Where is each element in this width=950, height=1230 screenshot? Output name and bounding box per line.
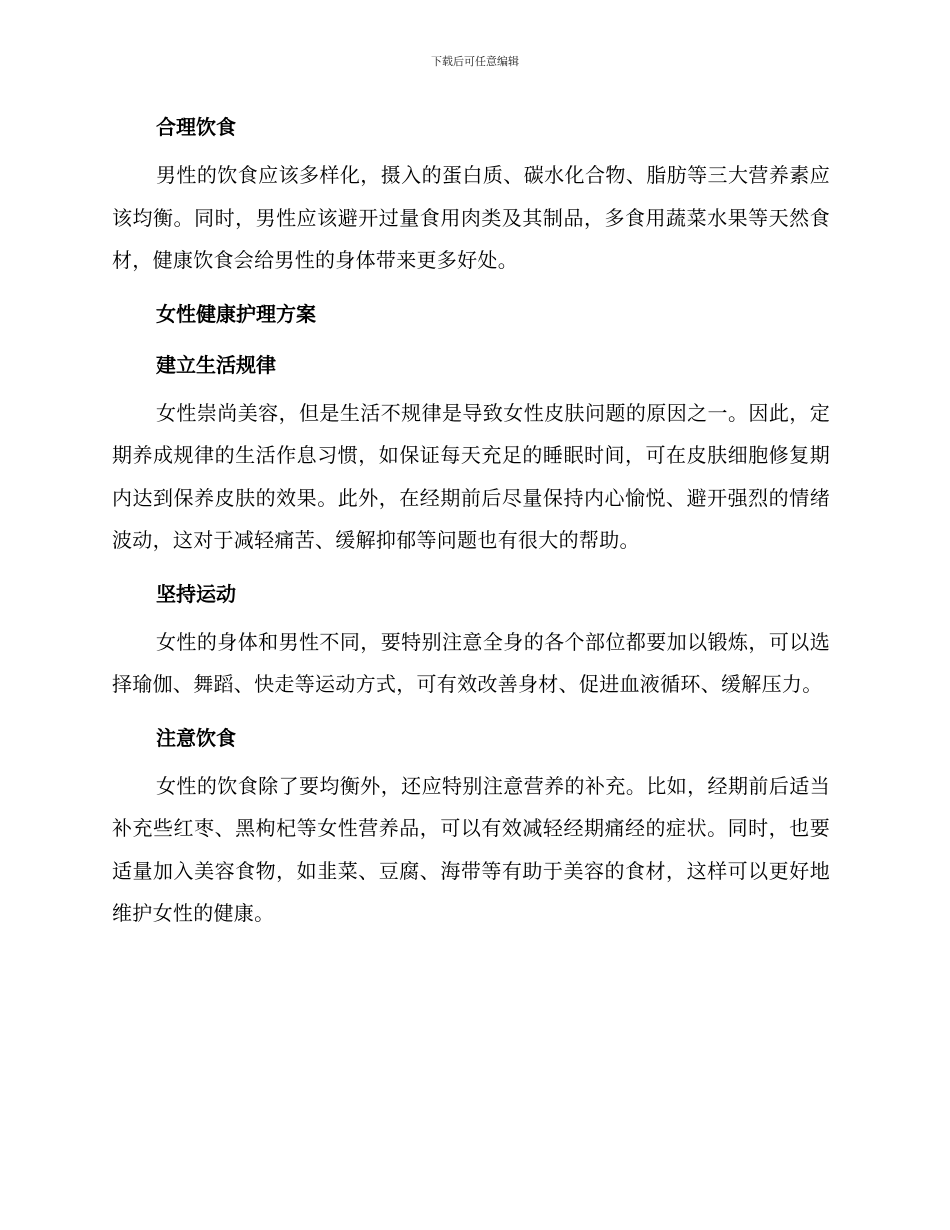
section-heading-regular-life: 建立生活规律 bbox=[156, 352, 276, 377]
section-heading-diet-attention: 注意饮食 bbox=[156, 725, 236, 750]
page-header: 下载后可任意编辑 bbox=[431, 55, 519, 68]
section-paragraph-healthy-diet: 男性的饮食应该多样化，摄入的蛋白质、碳水化合物、脂肪等三大营养素应该均衡。同时，男性应该避开过量食用肉类及其制品，多食用蔬菜水果等天然食材，健康饮食会给男性的身体带来更多好处。 bbox=[112, 163, 830, 272]
section-paragraph-exercise: 女性的身体和男性不同，要特别注意全身的各个部位都要加以锻炼，可以选择瑜伽、舞蹈、快走等运动方式，可有效改善身材、促进血液循环、缓解压力。 bbox=[112, 629, 830, 696]
section-heading-healthy-diet: 合理饮食 bbox=[156, 115, 236, 139]
section-paragraph-regular-life: 女性崇尚美容，但是生活不规律是导致女性皮肤问题的原因之一。因此，定期养成规律的生活作息习惯，如保证每天充足的睡眠时间，可在皮肤细胞修复期内达到保养皮肤的效果。此外，在经期前后尽量保持内心愉悦、避开强烈的情绪波动，这对于减轻痛苦、缓解抑郁等问题也有很大的帮助。 bbox=[112, 400, 830, 552]
document-body bbox=[112, 108, 830, 935]
section-heading-women-health-plan: 女性健康护理方案 bbox=[156, 301, 316, 326]
section-heading-exercise: 坚持运动 bbox=[156, 581, 236, 606]
section-paragraph-diet-attention: 女性的饮食除了要均衡外，还应特别注意营养的补充。比如，经期前后适当补充些红枣、黑枸杞等女性营养品，可以有效减轻经期痛经的症状。同时，也要适量加入美容食物，如韭菜、豆腐、海带等有助于美容的食材，这样可以更好地维护女性的健康。 bbox=[112, 773, 830, 925]
